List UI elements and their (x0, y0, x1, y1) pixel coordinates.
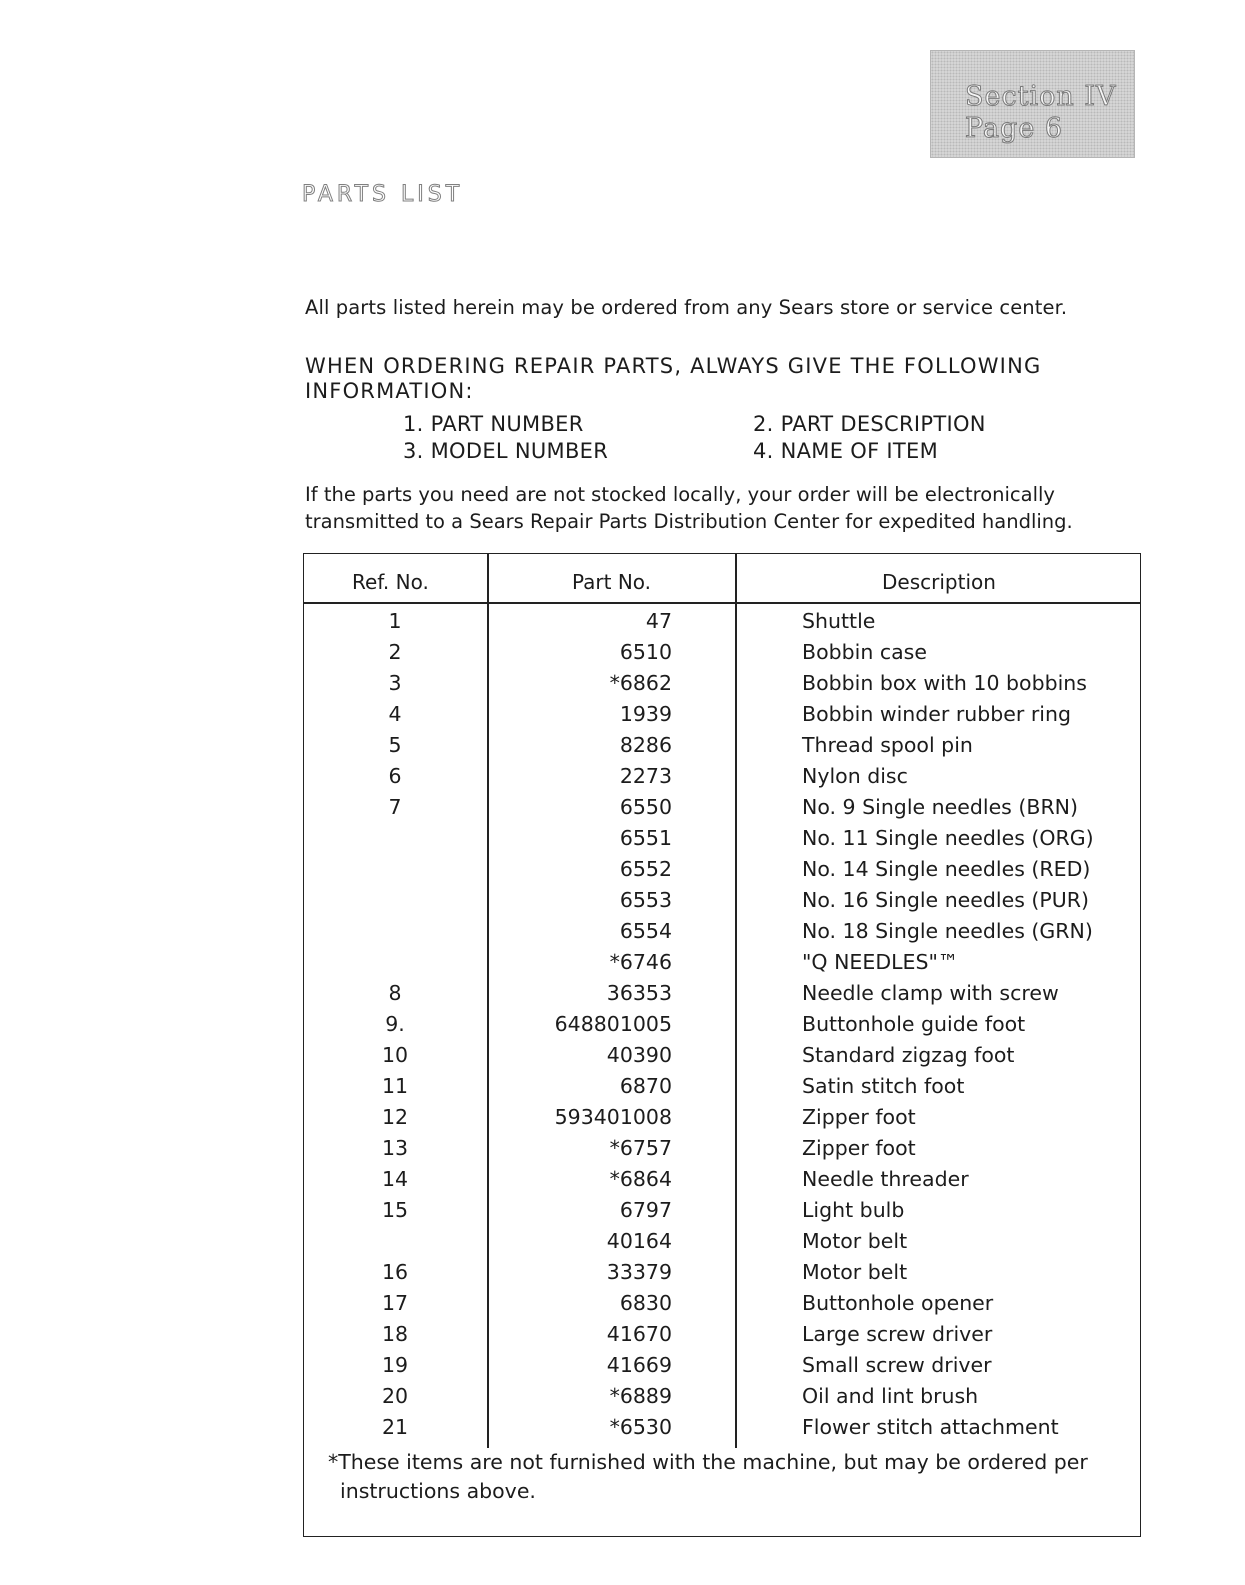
header-ref-no: Ref. No. (352, 570, 429, 594)
part-no-cell: 40164 (606, 1229, 672, 1253)
description-cell: Buttonhole guide foot (802, 1012, 1026, 1036)
part-no-cell: *6530 (609, 1415, 672, 1439)
ref-cell: 14 (381, 1167, 409, 1191)
part-no-cell: 6830 (619, 1291, 672, 1315)
table-row (303, 1105, 1141, 1136)
ref-cell: 10 (381, 1043, 409, 1067)
description-cell: Large screw driver (802, 1322, 993, 1346)
part-no-cell: 8286 (619, 733, 672, 757)
table-row (303, 1167, 1141, 1198)
table-row (303, 1384, 1141, 1415)
description-cell: Satin stitch foot (802, 1074, 965, 1098)
header-divider (303, 602, 1141, 604)
info-item-part-number: 1. PART NUMBER (403, 412, 584, 436)
description-cell: Bobbin winder rubber ring (802, 702, 1071, 726)
description-cell: Standard zigzag foot (802, 1043, 1015, 1067)
ref-cell: 9. (385, 1012, 405, 1036)
info-item-name-of-item: 4. NAME OF ITEM (753, 439, 939, 463)
ref-cell: 3 (388, 671, 402, 695)
part-no-cell: 6552 (619, 857, 672, 881)
description-cell: No. 9 Single needles (BRN) (802, 795, 1079, 819)
stock-note (305, 481, 1073, 535)
footnote (328, 1448, 1088, 1506)
description-cell: No. 16 Single needles (PUR) (802, 888, 1090, 912)
table-row (303, 1012, 1141, 1043)
ref-cell: 12 (381, 1105, 409, 1129)
table-row (303, 888, 1141, 919)
ref-cell: 11 (381, 1074, 409, 1098)
ref-cell: 21 (381, 1415, 409, 1439)
part-no-cell: 33379 (606, 1260, 672, 1284)
ref-cell: 6 (388, 764, 402, 788)
table-row (303, 857, 1141, 888)
stock-note-line-2: transmitted to a Sears Repair Parts Distribution Center for expedited handling. (305, 510, 1073, 533)
table-row (303, 609, 1141, 640)
description-cell: Motor belt (802, 1260, 908, 1284)
description-cell: Flower stitch attachment (802, 1415, 1059, 1439)
stock-note-line-1: If the parts you need are not stocked locally, your order will be electronically (305, 483, 1055, 506)
description-cell: No. 14 Single needles (RED) (802, 857, 1091, 881)
description-cell: Needle threader (802, 1167, 969, 1191)
table-row (303, 733, 1141, 764)
footnote-line-2: instructions above. (340, 1479, 536, 1503)
ref-cell: 20 (381, 1384, 409, 1408)
part-no-cell: 6554 (619, 919, 672, 943)
part-no-cell: 1939 (619, 702, 672, 726)
description-cell: Shuttle (802, 609, 876, 633)
part-no-cell: 6510 (619, 640, 672, 664)
ref-cell: 4 (388, 702, 402, 726)
table-row (303, 764, 1141, 795)
description-cell: Light bulb (802, 1198, 905, 1222)
table-row (303, 1043, 1141, 1074)
page-title: PARTS LIST (302, 182, 464, 207)
table-row (303, 1353, 1141, 1384)
ref-cell: 15 (381, 1198, 409, 1222)
part-no-cell: *6864 (609, 1167, 672, 1191)
footnote-line-1: *These items are not furnished with the machine, but may be ordered per (328, 1450, 1088, 1474)
table-row (303, 1229, 1141, 1260)
intro-text: All parts listed herein may be ordered from any Sears store or service center. (305, 296, 1068, 319)
ordering-heading: WHEN ORDERING REPAIR PARTS, ALWAYS GIVE THE FOLLOWING INFORMATION: (305, 354, 1042, 403)
table-row (303, 919, 1141, 950)
description-cell: Zipper foot (802, 1105, 916, 1129)
part-no-cell: *6889 (609, 1384, 672, 1408)
description-cell: Buttonhole opener (802, 1291, 994, 1315)
table-row (303, 795, 1141, 826)
header-part-no: Part No. (572, 570, 652, 594)
table-row (303, 826, 1141, 857)
description-cell: Oil and lint brush (802, 1384, 979, 1408)
section-label: Section IV (965, 81, 1117, 112)
ref-cell: 2 (388, 640, 402, 664)
description-cell: Small screw driver (802, 1353, 992, 1377)
ref-cell: 19 (381, 1353, 409, 1377)
part-no-cell: 40390 (606, 1043, 672, 1067)
ref-cell: 16 (381, 1260, 409, 1284)
ref-cell: 18 (381, 1322, 409, 1346)
description-cell: Needle clamp with screw (802, 981, 1059, 1005)
table-row (303, 981, 1141, 1012)
table-row (303, 1198, 1141, 1229)
header-description: Description (882, 570, 996, 594)
description-cell: "Q NEEDLES"™ (802, 950, 959, 974)
table-row (303, 950, 1141, 981)
part-no-cell: 36353 (606, 981, 672, 1005)
description-cell: Zipper foot (802, 1136, 916, 1160)
part-no-cell: 6870 (619, 1074, 672, 1098)
section-page-badge (930, 50, 1135, 158)
description-cell: Nylon disc (802, 764, 908, 788)
part-no-cell: 2273 (619, 764, 672, 788)
table-row (303, 640, 1141, 671)
table-row (303, 1136, 1141, 1167)
part-no-cell: 47 (645, 609, 672, 633)
part-no-cell: 648801005 (554, 1012, 672, 1036)
table-row (303, 702, 1141, 733)
part-no-cell: 41670 (606, 1322, 672, 1346)
info-item-part-description: 2. PART DESCRIPTION (753, 412, 986, 436)
part-no-cell: *6757 (609, 1136, 672, 1160)
part-no-cell: 593401008 (554, 1105, 672, 1129)
description-cell: Thread spool pin (802, 733, 973, 757)
page-label: Page 6 (965, 113, 1064, 144)
table-row (303, 1291, 1141, 1322)
description-cell: No. 18 Single needles (GRN) (802, 919, 1093, 943)
table-row (303, 1074, 1141, 1105)
part-no-cell: 41669 (606, 1353, 672, 1377)
part-no-cell: 6797 (619, 1198, 672, 1222)
ref-cell: 17 (381, 1291, 409, 1315)
table-row (303, 1260, 1141, 1291)
info-item-model-number: 3. MODEL NUMBER (403, 439, 609, 463)
description-cell: Motor belt (802, 1229, 908, 1253)
part-no-cell: *6862 (609, 671, 672, 695)
table-row (303, 1322, 1141, 1353)
ref-cell: 5 (388, 733, 402, 757)
ref-cell: 8 (388, 981, 402, 1005)
description-cell: Bobbin box with 10 bobbins (802, 671, 1087, 695)
ref-cell: 1 (388, 609, 402, 633)
part-no-cell: 6553 (619, 888, 672, 912)
part-no-cell: *6746 (609, 950, 672, 974)
table-row (303, 1415, 1141, 1446)
table-row (303, 671, 1141, 702)
part-no-cell: 6551 (619, 826, 672, 850)
description-cell: No. 11 Single needles (ORG) (802, 826, 1094, 850)
ref-cell: 7 (388, 795, 402, 819)
part-no-cell: 6550 (619, 795, 672, 819)
ref-cell: 13 (381, 1136, 409, 1160)
description-cell: Bobbin case (802, 640, 927, 664)
